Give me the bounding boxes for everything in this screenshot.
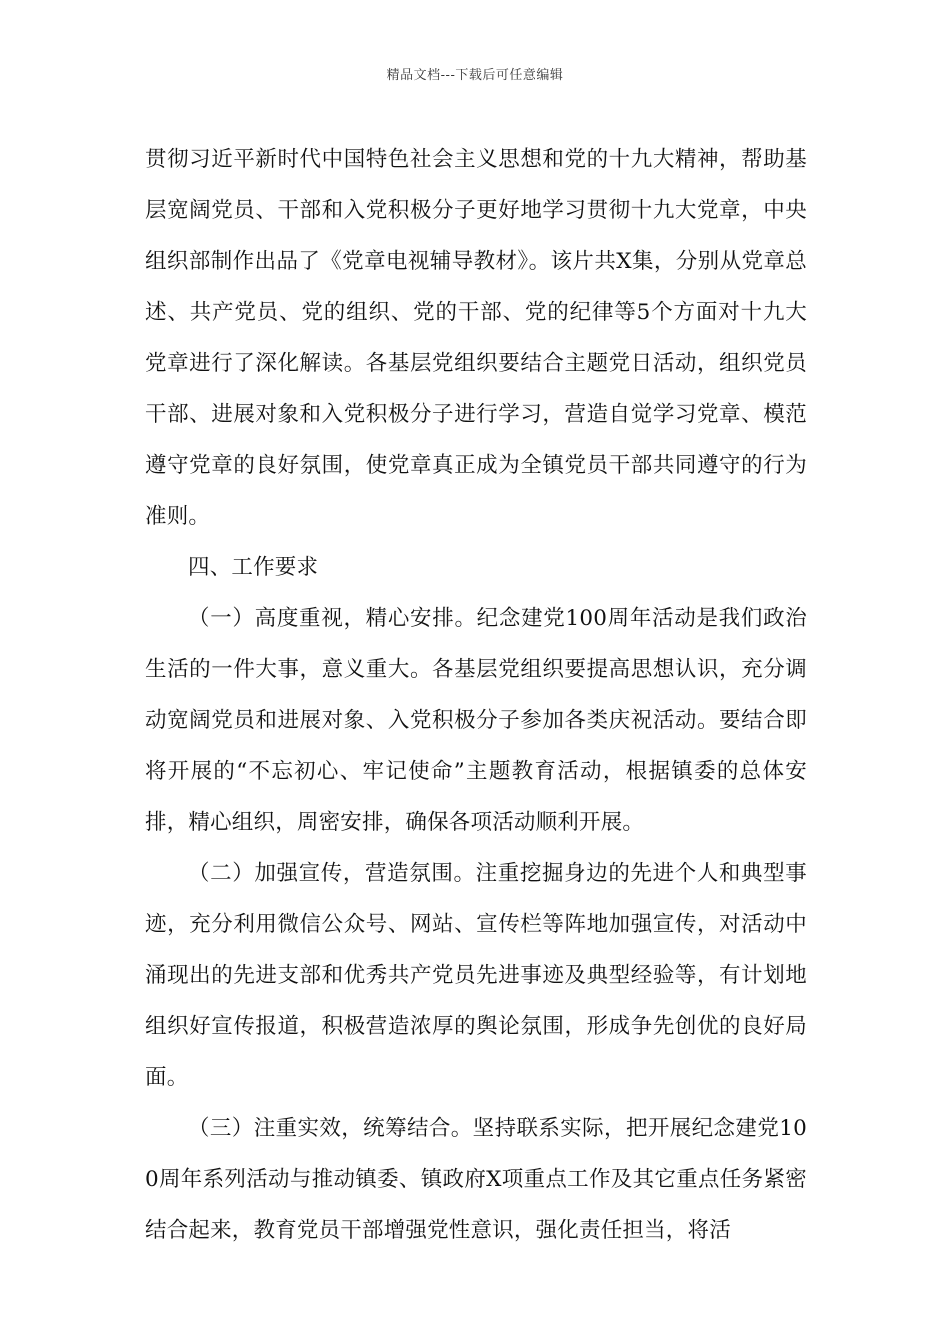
paragraph-party-constitution-study: 贯彻习近平新时代中国特色社会主义思想和党的十九大精神，帮助基层宽阔党员、干部和入党积极分子更好地学习贯彻十九大党章，中央组织部制作出品了《党章电视辅导教材》。该片共X集，分别从党章总述、共产党员、党的组织、党的干部、党的纪律等5个方面对十九大党章进行了深化解读。各基层党组织要结合主题党日活动，组织党员干部、进展对象和入党积极分子进行学习，营造自觉学习党章、模范遵守党章的良好氛围，使党章真正成为全镇党员干部共同遵守的行为准则。 <box>145 147 807 529</box>
page-header: 精品文档---下载后可任意编辑 <box>386 68 564 83</box>
paragraph-requirement-2: （二）加强宣传，营造氛围。注重挖掘身边的先进个人和典型事迹，充分利用微信公众号、网站、宣传栏等阵地加强宣传，对活动中涌现出的先进支部和优秀共产党员先进事迹及典型经验等，有计划地组织好宣传报道，积极营造浓厚的舆论氛围，形成争先创优的良好局面。 <box>145 861 807 1090</box>
paragraph-requirement-3: （三）注重实效，统筹结合。坚持联系实际，把开展纪念建党100周年系列活动与推动镇委、镇政府X项重点工作及其它重点任务紧密结合起来，教育党员干部增强党性意识，强化责任担当，将活 <box>145 1116 807 1243</box>
document-body <box>145 134 807 1256</box>
paragraph-requirement-1: （一）高度重视，精心安排。纪念建党100周年活动是我们政治生活的一件大事，意义重大。各基层党组织要提高思想认识，充分调动宽阔党员和进展对象、入党积极分子参加各类庆祝活动。要结合即将开展的“不忘初心、牢记使命”主题教育活动，根据镇委的总体安排，精心组织，周密安排，确保各项活动顺利开展。 <box>145 606 807 835</box>
section-heading-work-requirements: 四、工作要求 <box>188 555 319 580</box>
